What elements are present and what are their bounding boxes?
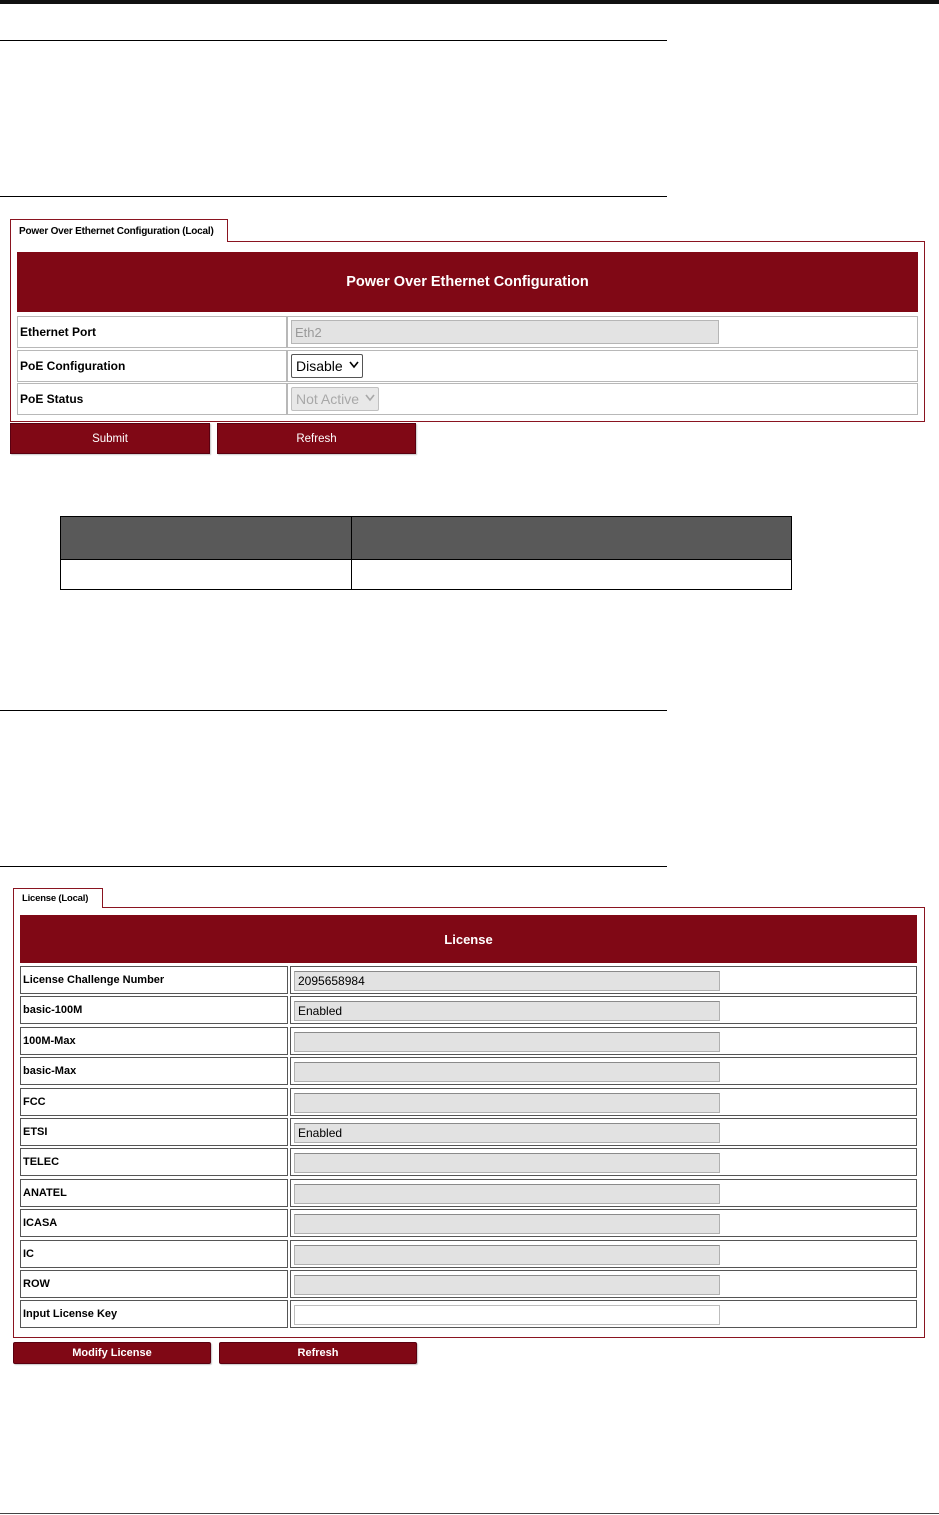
poe-status-cell (287, 383, 918, 415)
license-label: ETSI (20, 1118, 288, 1146)
license-value-cell (290, 1270, 917, 1298)
license-label: TELEC (20, 1148, 288, 1176)
divider (0, 866, 667, 867)
license-value-cell (290, 1057, 917, 1085)
license-value-field: 2095658984 (294, 971, 720, 991)
tab-license[interactable] (13, 888, 103, 908)
license-row-telec (20, 1148, 917, 1176)
license-value-field: Enabled (294, 1123, 720, 1143)
table-cell (61, 560, 352, 590)
tab-poe-configuration[interactable] (10, 219, 228, 242)
license-value-field (294, 1245, 720, 1265)
license-label: ICASA (20, 1209, 288, 1237)
tab-label: Power Over Ethernet Configuration (Local) (19, 226, 214, 237)
license-label: 100M-Max (20, 1027, 288, 1055)
tab-label: License (Local) (22, 893, 89, 904)
poe-configuration-cell (287, 350, 918, 382)
submit-button[interactable]: Submit (10, 423, 210, 454)
divider (0, 710, 667, 711)
license-value-cell (290, 966, 917, 994)
license-row-fcc (20, 1088, 917, 1116)
section-header: Power Over Ethernet Configuration (17, 252, 918, 312)
license-row-basic-100m (20, 996, 917, 1024)
license-row-row (20, 1270, 917, 1298)
license-label: basic-100M (20, 996, 288, 1024)
license-value-cell (290, 996, 917, 1024)
table-header-cell (352, 517, 792, 560)
divider (0, 40, 667, 41)
license-value-cell (290, 1179, 917, 1207)
license-value-field (294, 1275, 720, 1295)
refresh-button[interactable]: Refresh (217, 423, 416, 454)
license-row-ic (20, 1240, 917, 1268)
refresh-button[interactable]: Refresh (219, 1342, 417, 1364)
table-header-row (61, 517, 792, 560)
license-label: ROW (20, 1270, 288, 1298)
chevron-down-icon (349, 359, 359, 369)
license-label: Input License Key (20, 1300, 288, 1328)
bottom-rule (0, 1513, 939, 1514)
license-value-field (294, 1093, 720, 1113)
license-value-cell (290, 1240, 917, 1268)
license-row-etsi (20, 1118, 917, 1146)
license-value-cell (290, 1088, 917, 1116)
license-row-100m-max (20, 1027, 917, 1055)
license-label: IC (20, 1240, 288, 1268)
poe-configuration-select[interactable] (291, 354, 363, 378)
ethernet-port-field: Eth2 (291, 320, 719, 344)
selected-value: Not Active (296, 391, 360, 407)
license-row-anatel (20, 1179, 917, 1207)
license-value-field (294, 1153, 720, 1173)
license-label: License Challenge Number (20, 966, 288, 994)
modify-license-button[interactable]: Modify License (13, 1342, 211, 1364)
license-row-icasa (20, 1209, 917, 1237)
table-row (61, 560, 792, 590)
top-rule (0, 0, 939, 4)
divider (0, 196, 667, 197)
license-value-field (294, 1184, 720, 1204)
ethernet-port-label: Ethernet Port (17, 316, 287, 348)
license-row-input-license-key (20, 1300, 917, 1328)
license-label: basic-Max (20, 1057, 288, 1085)
table-header-cell (61, 517, 352, 560)
license-row-license-challenge-number (20, 966, 917, 994)
license-label: ANATEL (20, 1179, 288, 1207)
license-label: FCC (20, 1088, 288, 1116)
poe-status-label: PoE Status (17, 383, 287, 415)
chevron-down-icon (365, 392, 375, 402)
poe-status-select (291, 387, 379, 411)
license-value-field (294, 1032, 720, 1052)
license-key-input[interactable] (294, 1305, 720, 1325)
license-value-cell (290, 1118, 917, 1146)
selected-value: Disable (296, 358, 343, 374)
poe-configuration-label: PoE Configuration (17, 350, 287, 382)
document-table (60, 516, 792, 590)
license-value-cell (290, 1300, 917, 1328)
license-value-field (294, 1062, 720, 1082)
license-value-cell (290, 1148, 917, 1176)
license-value-cell (290, 1027, 917, 1055)
license-value-field (294, 1214, 720, 1234)
section-header: License (20, 915, 917, 963)
table-cell (352, 560, 792, 590)
ethernet-port-cell (287, 316, 918, 348)
license-value-cell (290, 1209, 917, 1237)
license-value-field: Enabled (294, 1001, 720, 1021)
license-row-basic-max (20, 1057, 917, 1085)
